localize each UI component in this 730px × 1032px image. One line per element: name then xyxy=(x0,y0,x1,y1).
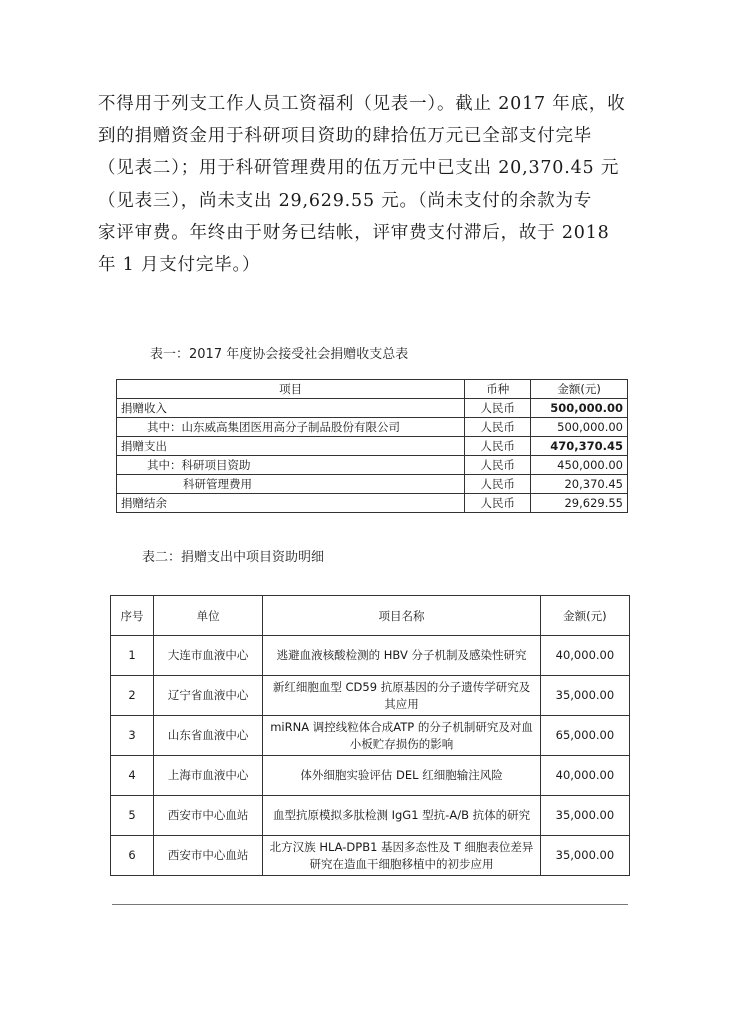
row-item: 捐赠支出 xyxy=(117,437,465,456)
row-item: 其中：山东威高集团医用高分子制品股份有限公司 xyxy=(117,418,465,437)
row-no: 3 xyxy=(111,716,154,756)
row-currency: 人民币 xyxy=(465,494,531,513)
row-amount: 450,000.00 xyxy=(531,456,628,475)
row-item: 科研管理费用 xyxy=(117,475,465,494)
row-unit: 辽宁省血液中心 xyxy=(154,676,263,716)
body-paragraph xyxy=(98,88,638,281)
table-row xyxy=(111,676,630,716)
row-amount: 35,000.00 xyxy=(540,796,629,836)
header-unit: 单位 xyxy=(154,596,263,636)
header-amount: 金额(元) xyxy=(540,596,629,636)
row-unit: 西安市中心血站 xyxy=(154,796,263,836)
table-header-row xyxy=(111,596,630,636)
row-project-name: miRNA 调控线粒体合成ATP 的分子机制研究及对血小板贮存损伤的影响 xyxy=(270,719,533,751)
bottom-divider xyxy=(112,904,628,905)
row-amount: 35,000.00 xyxy=(540,676,629,716)
paragraph-line: 年 1 月支付完毕。） xyxy=(98,255,261,276)
row-project-name: 新红细胞血型 CD59 抗原基因的分子遗传学研究及其应用 xyxy=(272,679,531,711)
row-unit: 大连市血液中心 xyxy=(154,636,263,676)
row-project-name: 血型抗原模拟多肽检测 IgG1 型抗-A/B 抗体的研究 xyxy=(272,808,531,822)
row-amount: 500,000.00 xyxy=(531,399,628,418)
paragraph-line: 不得用于列支工作人员工资福利（见表一）。截止 2017 年底，收 xyxy=(98,94,626,114)
header-no: 序号 xyxy=(111,596,154,636)
table-row xyxy=(111,636,630,676)
row-unit: 上海市血液中心 xyxy=(154,756,263,796)
row-amount: 29,629.55 xyxy=(531,494,628,513)
table-header-row xyxy=(117,380,628,399)
header-name: 项目名称 xyxy=(263,596,541,636)
row-unit: 西安市中心血站 xyxy=(154,836,263,876)
row-no: 1 xyxy=(111,636,154,676)
row-currency: 人民币 xyxy=(465,418,531,437)
row-currency: 人民币 xyxy=(465,437,531,456)
table-row xyxy=(111,756,630,796)
table1-caption: 表一：2017 年度协会接受社会捐赠收支总表 xyxy=(150,347,409,362)
row-amount: 20,370.45 xyxy=(531,475,628,494)
table-row xyxy=(117,399,628,418)
row-currency: 人民币 xyxy=(465,475,531,494)
donation-summary-table xyxy=(116,379,628,513)
table2-caption: 表二：捐赠支出中项目资助明细 xyxy=(142,550,325,565)
row-project-name: 北方汉族 HLA-DPB1 基因多态性及 T 细胞表位差异研究在造血干细胞移植中的初步应用 xyxy=(269,839,534,871)
row-amount: 35,000.00 xyxy=(540,836,629,876)
row-currency: 人民币 xyxy=(465,399,531,418)
paragraph-line: 到的捐赠资金用于科研项目资助的肆拾伍万元已全部支付完毕 xyxy=(98,126,593,147)
row-amount: 40,000.00 xyxy=(540,636,629,676)
row-no: 6 xyxy=(111,836,154,876)
row-item: 其中：科研项目资助 xyxy=(117,456,465,475)
project-funding-table xyxy=(110,595,630,876)
header-amount: 金额(元) xyxy=(531,380,628,399)
table-row xyxy=(111,716,630,756)
row-amount: 500,000.00 xyxy=(531,418,628,437)
row-amount: 40,000.00 xyxy=(540,756,629,796)
table-row xyxy=(117,494,628,513)
row-amount: 65,000.00 xyxy=(540,716,629,756)
row-item: 捐赠结余 xyxy=(117,494,465,513)
row-no: 5 xyxy=(111,796,154,836)
paragraph-line: 家评审费。年终由于财务已结帐，评审费支付滞后，故于 2018 xyxy=(98,222,610,243)
row-project-name: 体外细胞实验评估 DEL 红细胞输注风险 xyxy=(300,768,503,782)
table-row xyxy=(117,437,628,456)
row-amount: 470,370.45 xyxy=(531,437,628,456)
table-row xyxy=(111,836,630,876)
row-project-name: 逃避血液核酸检测的 HBV 分子机制及感染性研究 xyxy=(276,648,527,662)
paragraph-line: （见表二）；用于科研管理费用的伍万元中已支出 20,370.45 元 xyxy=(98,158,620,179)
row-currency: 人民币 xyxy=(465,456,531,475)
row-no: 4 xyxy=(111,756,154,796)
row-unit: 山东省血液中心 xyxy=(154,716,263,756)
table-row xyxy=(117,475,628,494)
table-row xyxy=(117,456,628,475)
paragraph-line: （见表三），尚未支出 29,629.55 元。（尚未支付的余款为专 xyxy=(98,190,593,211)
table-row xyxy=(117,418,628,437)
header-item: 项目 xyxy=(117,380,465,399)
header-currency: 币种 xyxy=(465,380,531,399)
table-row xyxy=(111,796,630,836)
row-item: 捐赠收入 xyxy=(117,399,465,418)
row-no: 2 xyxy=(111,676,154,716)
